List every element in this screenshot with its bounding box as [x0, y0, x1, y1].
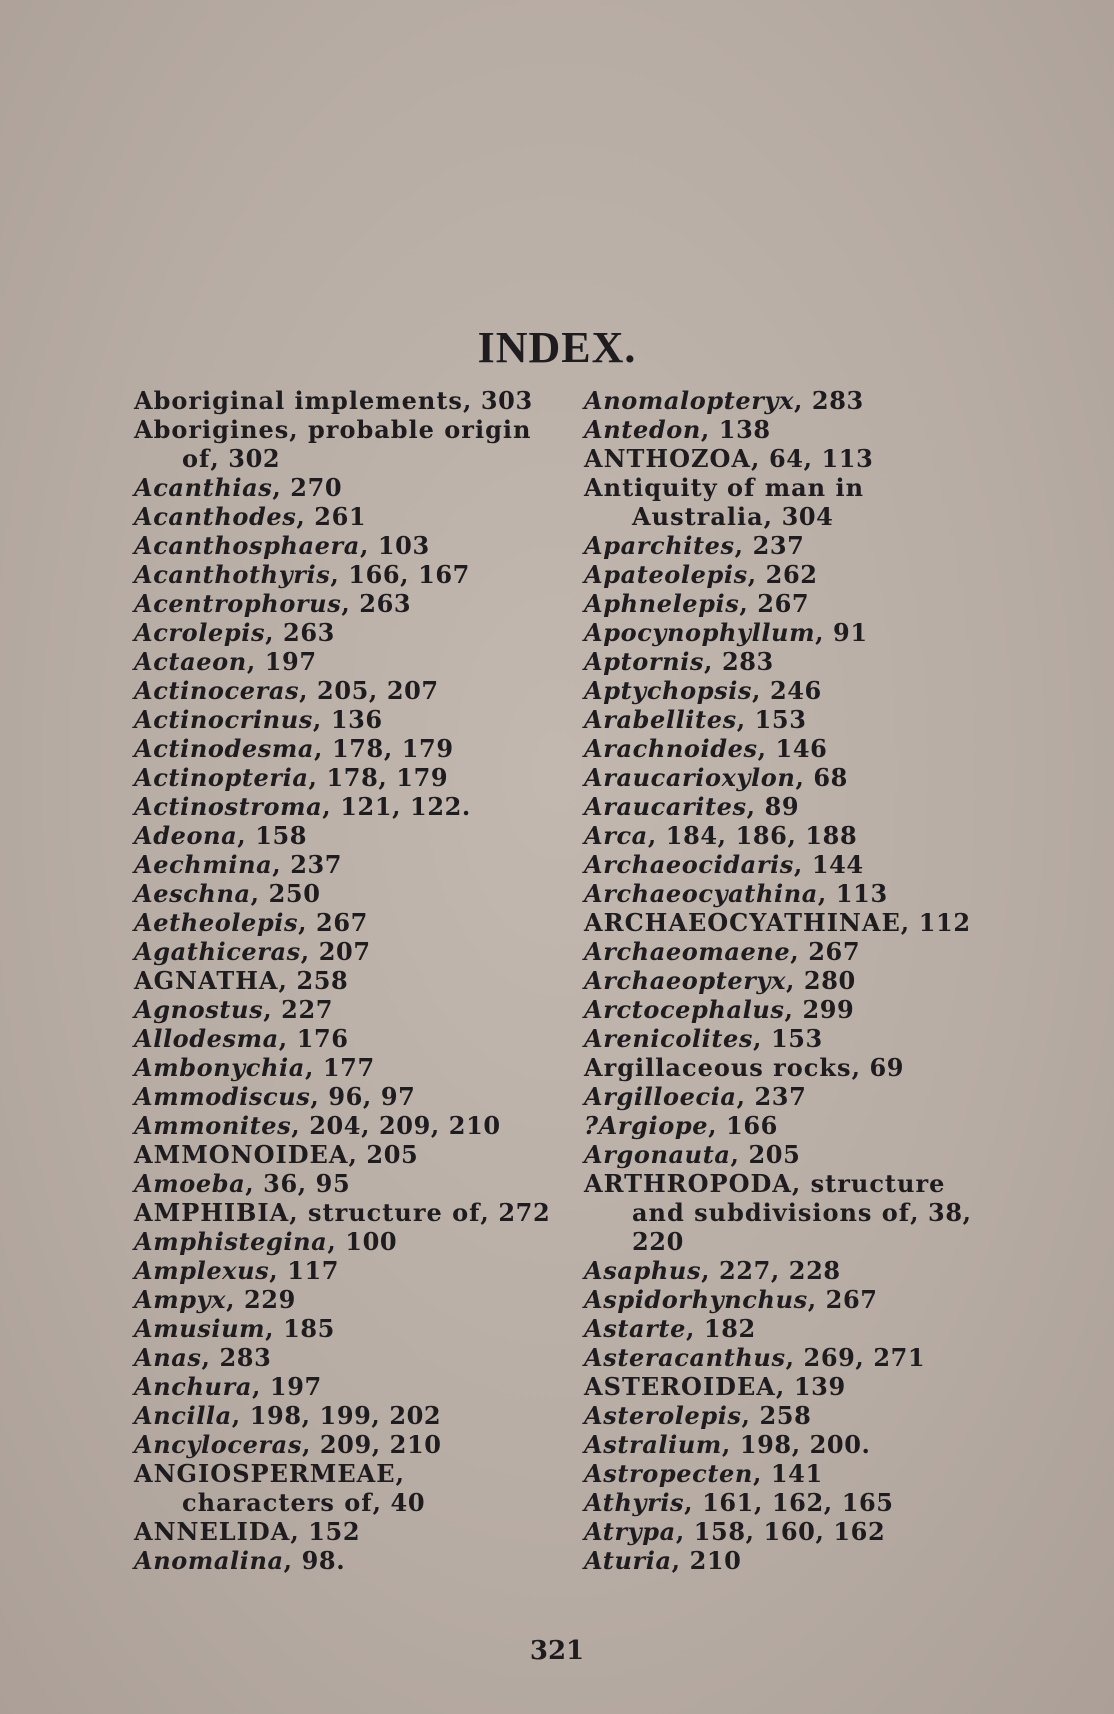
- index-entry: Aechmina, 237: [134, 850, 343, 879]
- index-term: Astralium: [584, 1430, 722, 1459]
- index-entry: Asaphus, 227, 228: [584, 1256, 841, 1285]
- index-term: Aspidorhynchus: [584, 1285, 808, 1314]
- index-pages: 304: [781, 502, 834, 531]
- page-number: 321: [529, 1636, 585, 1666]
- index-pages: 158: [255, 821, 308, 850]
- index-term: Anomalopteryx: [584, 386, 794, 415]
- index-term: Aptychopsis: [584, 676, 753, 705]
- index-term: Ancilla: [134, 1401, 232, 1430]
- index-term: Actaeon: [134, 647, 247, 676]
- index-pages: 197: [264, 647, 317, 676]
- index-pages: 96, 97: [328, 1082, 416, 1111]
- index-entry: Antiquity of man in Australia, 304: [584, 473, 865, 531]
- index-entry: Amphistegina, 100: [134, 1227, 398, 1256]
- index-entry: Astralium, 198, 200.: [584, 1430, 871, 1459]
- index-pages: 198, 200.: [739, 1430, 871, 1459]
- index-pages: 283: [811, 386, 864, 415]
- index-pages: 198, 199, 202: [249, 1401, 442, 1430]
- index-term: ARCHAEOCYATHINAE: [584, 908, 901, 937]
- index-pages: 280: [803, 966, 856, 995]
- index-term: Allodesma: [134, 1024, 279, 1053]
- index-entry: Actinoceras, 205, 207: [134, 676, 439, 705]
- index-entry: Astarte, 182: [584, 1314, 756, 1343]
- index-pages: 68: [813, 763, 848, 792]
- index-entry: Archaeopteryx, 280: [584, 966, 856, 995]
- page-title: INDEX.: [477, 323, 637, 372]
- index-entry: Arctocephalus, 299: [584, 995, 855, 1024]
- index-term: Antiquity of man in Australia: [584, 473, 865, 531]
- index-pages: 38, 220: [632, 1198, 972, 1256]
- index-term: Agnostus: [134, 995, 264, 1024]
- index-pages: 113: [835, 879, 888, 908]
- index-term: Acrolepis: [134, 618, 266, 647]
- index-pages: 152: [308, 1517, 361, 1546]
- index-entry: Acanthosphaera, 103: [134, 531, 430, 560]
- index-term: Arenicolites: [584, 1024, 754, 1053]
- index-entry: Ambonychia, 177: [134, 1053, 375, 1082]
- index-term: Actinopteria: [134, 763, 309, 792]
- index-entry: Atrypa, 158, 160, 162: [584, 1517, 886, 1546]
- index-pages: 153: [770, 1024, 823, 1053]
- index-entry: Apocynophyllum, 91: [584, 618, 868, 647]
- index-entry: Araucarioxylon, 68: [584, 763, 848, 792]
- index-term: Anomalina: [134, 1546, 284, 1575]
- index-term: Apateolepis: [584, 560, 748, 589]
- index-entry: Amplexus, 117: [134, 1256, 340, 1285]
- index-entry: Argonauta, 205: [584, 1140, 801, 1169]
- index-term: ANNELIDA: [134, 1517, 291, 1546]
- index-entry: AMPHIBIA, structure of, 272: [134, 1198, 551, 1227]
- index-term: Acanthodes: [134, 502, 297, 531]
- index-entry: ANGIOSPERMEAE, characters of, 40: [134, 1459, 426, 1517]
- index-entry: Archaeocidaris, 144: [584, 850, 864, 879]
- index-pages: 69: [869, 1053, 905, 1082]
- index-pages: 139: [793, 1372, 846, 1401]
- index-term: Ampyx: [134, 1285, 227, 1314]
- index-term: Araucarioxylon: [584, 763, 796, 792]
- index-term: Aturia: [584, 1546, 672, 1575]
- index-entry: ARTHROPODA, structure and subdivisions of, 38, 220: [584, 1169, 972, 1256]
- index-pages: 117: [287, 1256, 340, 1285]
- index-entry: Anomalopteryx, 283: [584, 386, 864, 415]
- index-entry: AGNATHA, 258: [134, 966, 349, 995]
- index-term: Astropecten: [584, 1459, 753, 1488]
- index-term: Ancyloceras: [134, 1430, 302, 1459]
- index-term: Amusium: [134, 1314, 266, 1343]
- index-term: Archaeocyathina: [584, 879, 818, 908]
- index-term: Aparchites: [584, 531, 735, 560]
- index-entry: Aeschna, 250: [134, 879, 321, 908]
- index-term: Arca: [584, 821, 648, 850]
- index-pages: 184, 186, 188: [665, 821, 858, 850]
- index-entry: Anomalina, 98.: [134, 1546, 346, 1575]
- index-pages: 272: [498, 1198, 551, 1227]
- index-entry: Agnostus, 227: [134, 995, 334, 1024]
- index-entry: Aptornis, 283: [584, 647, 774, 676]
- index-term: Actinodesma: [134, 734, 315, 763]
- index-pages: 263: [359, 589, 412, 618]
- index-term: Antedon: [584, 415, 701, 444]
- index-entry: ASTEROIDEA, 139: [584, 1372, 846, 1401]
- index-term: Aboriginal implements: [134, 386, 463, 415]
- index-entry: Aturia, 210: [584, 1546, 742, 1575]
- index-term: Arctocephalus: [584, 995, 785, 1024]
- index-term: Agathiceras: [134, 937, 301, 966]
- index-pages: 205, 207: [317, 676, 439, 705]
- index-term: Acanthothyris: [134, 560, 331, 589]
- index-term: ?Argiope: [584, 1111, 709, 1140]
- index-entry: Actaeon, 197: [134, 647, 317, 676]
- index-entry: Aspidorhynchus, 267: [584, 1285, 878, 1314]
- index-term: Asterolepis: [584, 1401, 742, 1430]
- index-entry: Aboriginal implements, 303: [134, 386, 533, 415]
- index-pages: 178, 179: [326, 763, 449, 792]
- index-pages: 166, 167: [348, 560, 470, 589]
- index-entry: Asterolepis, 258: [584, 1401, 812, 1430]
- index-pages: 185: [283, 1314, 335, 1343]
- index-entry: Ancilla, 198, 199, 202: [134, 1401, 442, 1430]
- index-pages: 158, 160, 162: [693, 1517, 886, 1546]
- index-term: Archaeocidaris: [584, 850, 794, 879]
- index-pages: 176: [296, 1024, 349, 1053]
- index-pages: 40: [390, 1488, 426, 1517]
- index-entry: Ampyx, 229: [134, 1285, 296, 1314]
- index-term: Arabellites: [584, 705, 737, 734]
- index-term: ARTHROPODA, structure and subdivisions of: [584, 1169, 946, 1227]
- index-entry: Adeona, 158: [134, 821, 308, 850]
- index-term: Ammonites: [134, 1111, 292, 1140]
- index-term: Aborigines, probable origin of: [134, 415, 532, 473]
- index-pages: 103: [377, 531, 430, 560]
- index-pages: 250: [268, 879, 321, 908]
- index-term: Aptornis: [584, 647, 705, 676]
- index-entry: Arenicolites, 153: [584, 1024, 823, 1053]
- index-entry: Actinopteria, 178, 179: [134, 763, 449, 792]
- index-term: Archaeomaene: [584, 937, 791, 966]
- index-term: Astarte: [584, 1314, 686, 1343]
- index-pages: 153: [754, 705, 807, 734]
- index-pages: 302: [228, 444, 281, 473]
- index-term: Atrypa: [584, 1517, 676, 1546]
- index-term: Arachnoides: [584, 734, 758, 763]
- index-pages: 270: [290, 473, 343, 502]
- index-entry: Aborigines, probable origin of, 302: [134, 415, 532, 473]
- index-pages: 227: [281, 995, 334, 1024]
- index-term: Aphnelepis: [584, 589, 740, 618]
- index-term: ANGIOSPERMEAE, characters of: [134, 1459, 405, 1517]
- index-term: Ammodiscus: [134, 1082, 311, 1111]
- index-term: AMMONOIDEA: [134, 1140, 349, 1169]
- index-term: Anas: [134, 1343, 202, 1372]
- index-entry: ANTHOZOA, 64, 113: [584, 444, 874, 473]
- index-term: Actinostroma: [134, 792, 323, 821]
- index-term: Athyris: [584, 1488, 685, 1517]
- index-term: Araucarites: [584, 792, 747, 821]
- index-term: AGNATHA: [134, 966, 279, 995]
- index-pages: 204, 209, 210: [309, 1111, 501, 1140]
- index-entry: Antedon, 138: [584, 415, 771, 444]
- index-term: Aetheolepis: [134, 908, 299, 937]
- index-entry: ?Argiope, 166: [584, 1111, 778, 1140]
- index-entry: Archaeomaene, 267: [584, 937, 861, 966]
- index-term: Amplexus: [134, 1256, 270, 1285]
- index-entry: Ancyloceras, 209, 210: [134, 1430, 442, 1459]
- index-entry: Aparchites, 237: [584, 531, 805, 560]
- index-entry: Arachnoides, 146: [584, 734, 828, 763]
- index-pages: 209, 210: [319, 1430, 442, 1459]
- index-entry: Argillaceous rocks, 69: [584, 1053, 905, 1082]
- index-pages: 299: [802, 995, 855, 1024]
- index-term: Adeona: [134, 821, 238, 850]
- index-pages: 36, 95: [263, 1169, 351, 1198]
- index-pages: 237: [752, 531, 805, 560]
- index-entry: ARCHAEOCYATHINAE, 112: [584, 908, 971, 937]
- index-pages: 261: [314, 502, 367, 531]
- index-term: Acanthosphaera: [134, 531, 360, 560]
- index-entry: Allodesma, 176: [134, 1024, 349, 1053]
- index-pages: 303: [480, 386, 533, 415]
- index-pages: 100: [345, 1227, 398, 1256]
- index-column-left: [134, 386, 551, 1575]
- index-entry: ANNELIDA, 152: [134, 1517, 361, 1546]
- index-pages: 258: [296, 966, 349, 995]
- index-term: Amoeba: [134, 1169, 246, 1198]
- index-pages: 182: [703, 1314, 756, 1343]
- index-pages: 267: [316, 908, 368, 937]
- index-entry: Asteracanthus, 269, 271: [584, 1343, 926, 1372]
- index-pages: 227, 228: [719, 1256, 841, 1285]
- index-pages: 112: [918, 908, 971, 937]
- index-pages: 246: [769, 676, 822, 705]
- index-pages: 237: [754, 1082, 807, 1111]
- index-entry: Ammodiscus, 96, 97: [134, 1082, 416, 1111]
- index-pages: 91: [833, 618, 868, 647]
- index-term: Amphistegina: [134, 1227, 328, 1256]
- index-term: Asteracanthus: [584, 1343, 786, 1372]
- index-pages: 207: [318, 937, 371, 966]
- index-pages: 146: [775, 734, 828, 763]
- index-pages: 267: [825, 1285, 878, 1314]
- index-entry: Argilloecia, 237: [584, 1082, 807, 1111]
- index-term: Acanthias: [134, 473, 273, 502]
- index-term: Archaeopteryx: [584, 966, 786, 995]
- index-term: Aeschna: [134, 879, 251, 908]
- index-pages: 177: [322, 1053, 375, 1082]
- index-column-right: [584, 386, 984, 1575]
- index-pages: 138: [718, 415, 771, 444]
- index-term: Ambonychia: [134, 1053, 305, 1082]
- index-entry: Agathiceras, 207: [134, 937, 371, 966]
- index-pages: 161, 162, 165: [702, 1488, 894, 1517]
- index-entry: Acrolepis, 263: [134, 618, 335, 647]
- index-term: Argilloecia: [584, 1082, 737, 1111]
- index-entry: Arca, 184, 186, 188: [584, 821, 858, 850]
- index-entry: Acentrophorus, 263: [134, 589, 412, 618]
- index-entry: Ammonites, 204, 209, 210: [134, 1111, 501, 1140]
- index-pages: 136: [330, 705, 383, 734]
- index-entry: AMMONOIDEA, 205: [134, 1140, 419, 1169]
- index-pages: 263: [283, 618, 335, 647]
- index-term: Actinoceras: [134, 676, 300, 705]
- index-pages: 89: [764, 792, 800, 821]
- index-pages: 141: [770, 1459, 823, 1488]
- index-term: AMPHIBIA, structure of: [134, 1198, 481, 1227]
- index-pages: 258: [759, 1401, 812, 1430]
- index-entry: Anas, 283: [134, 1343, 272, 1372]
- index-entry: Aphnelepis, 267: [584, 589, 810, 618]
- index-pages: 210: [689, 1546, 742, 1575]
- index-term: Anchura: [134, 1372, 252, 1401]
- index-entry: Amoeba, 36, 95: [134, 1169, 351, 1198]
- index-pages: 121, 122.: [340, 792, 471, 821]
- index-pages: 64, 113: [768, 444, 874, 473]
- index-entry: Araucarites, 89: [584, 792, 800, 821]
- index-pages: 205: [748, 1140, 801, 1169]
- index-term: Asaphus: [584, 1256, 702, 1285]
- index-entry: Acanthodes, 261: [134, 502, 367, 531]
- index-pages: 197: [269, 1372, 322, 1401]
- index-entry: Acanthias, 270: [134, 473, 343, 502]
- index-entry: Astropecten, 141: [584, 1459, 823, 1488]
- index-pages: 98.: [301, 1546, 346, 1575]
- index-entry: Amusium, 185: [134, 1314, 335, 1343]
- index-pages: 237: [290, 850, 343, 879]
- index-term: Actinocrinus: [134, 705, 313, 734]
- index-entry: Arabellites, 153: [584, 705, 807, 734]
- index-term: ASTEROIDEA: [584, 1372, 776, 1401]
- index-term: Argonauta: [584, 1140, 731, 1169]
- index-term: ANTHOZOA: [584, 444, 752, 473]
- index-term: Aechmina: [134, 850, 273, 879]
- index-pages: 283: [721, 647, 774, 676]
- index-entry: Apateolepis, 262: [584, 560, 818, 589]
- index-entry: Athyris, 161, 162, 165: [584, 1488, 894, 1517]
- index-term: Apocynophyllum: [584, 618, 816, 647]
- index-entry: Actinodesma, 178, 179: [134, 734, 454, 763]
- index-entry: Archaeocyathina, 113: [584, 879, 888, 908]
- index-entry: Aptychopsis, 246: [584, 676, 822, 705]
- index-pages: 205: [366, 1140, 419, 1169]
- index-pages: 144: [811, 850, 864, 879]
- index-entry: Actinocrinus, 136: [134, 705, 383, 734]
- index-pages: 283: [219, 1343, 272, 1372]
- index-pages: 267: [757, 589, 810, 618]
- index-term: Argillaceous rocks: [584, 1053, 852, 1082]
- index-entry: Anchura, 197: [134, 1372, 322, 1401]
- index-pages: 166: [726, 1111, 778, 1140]
- index-entry: Aetheolepis, 267: [134, 908, 368, 937]
- index-pages: 262: [765, 560, 818, 589]
- index-pages: 178, 179: [331, 734, 454, 763]
- index-pages: 269, 271: [803, 1343, 926, 1372]
- index-entry: Actinostroma, 121, 122.: [134, 792, 471, 821]
- index-entry: Acanthothyris, 166, 167: [134, 560, 470, 589]
- index-pages: 267: [808, 937, 861, 966]
- index-term: Acentrophorus: [134, 589, 342, 618]
- index-pages: 229: [243, 1285, 296, 1314]
